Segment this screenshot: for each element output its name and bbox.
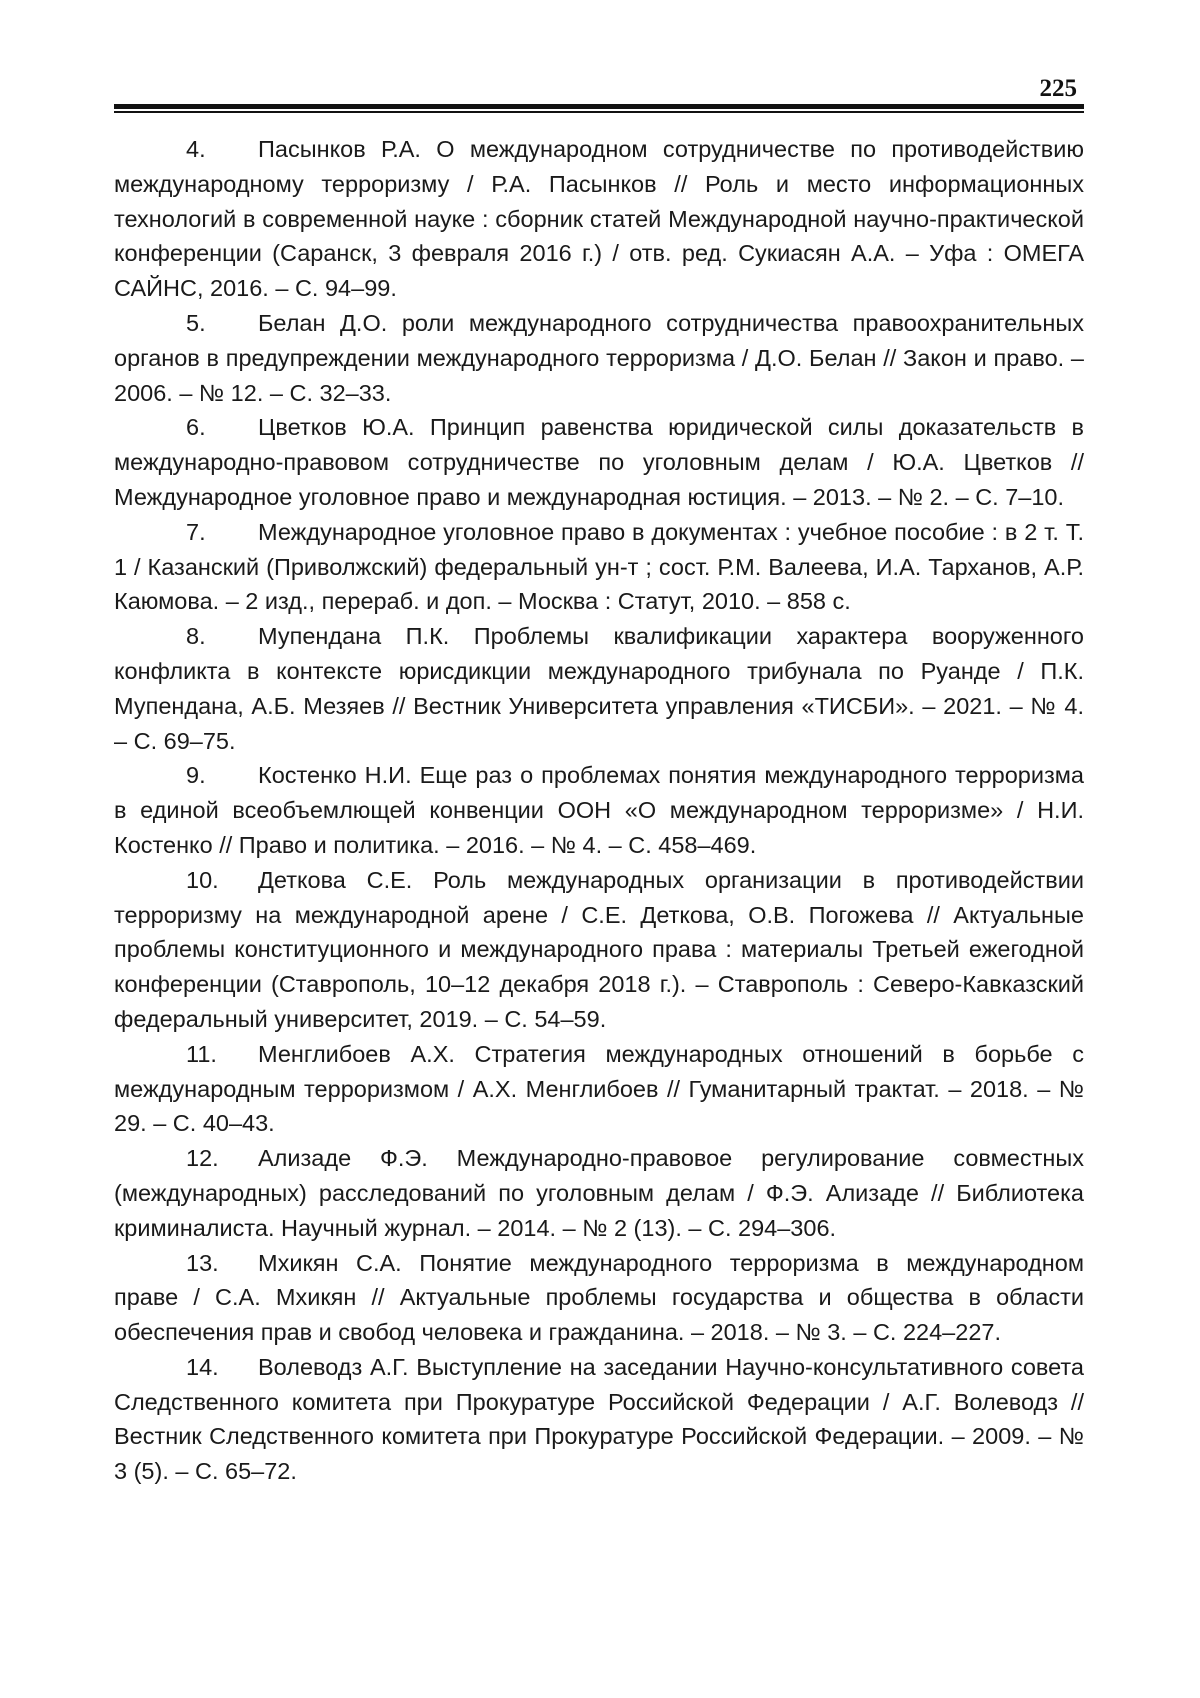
reference-number: 4. [186, 136, 206, 162]
reference-text: Мупендана П.К. Проблемы квалификации характера вооруженного конфликта в контексте юрисдикции международного трибунала по Руанде / П.К. Мупендана, А.Б. Мезяев // Вестник Университета управления «ТИСБИ». – 2021. – № 4. – С. 69–75. [114, 623, 1084, 754]
reference-list [114, 132, 1084, 1489]
reference-text: Пасынков Р.А. О международном сотрудничестве по противодействию международному терроризму / Р.А. Пасынков // Роль и место информационных технологий в современной науке : сборник статей Международной научно-практической конференции (Саранск, 3 февраля 2016 г.) / отв. ред. Сукиасян А.А. – Уфа : ОМЕГА САЙНС, 2016. – С. 94–99. [114, 136, 1084, 302]
reference-number: 5. [186, 309, 206, 336]
reference-item [114, 619, 1084, 758]
reference-text: Мхикян С.А. Понятие международного терроризма в международном праве / С.А. Мхикян // Актуальные проблемы государства и общества в области обеспечения прав и свобод человека и гражданина. – 2018. – № 3. – С. 224–227. [114, 1249, 1084, 1346]
reference-text: Белан Д.О. роли международного сотрудничества правоохранительных органов в предупреждении международного терроризма / Д.О. Белан // Закон и право. – 2006. – № 12. – С. 32–33. [114, 309, 1084, 406]
reference-item [114, 863, 1084, 1037]
reference-item [114, 1141, 1084, 1245]
page-number: 225 [1039, 75, 1077, 102]
reference-number: 11. [186, 1040, 217, 1067]
reference-number: 9. [186, 762, 206, 789]
header-rule-thin [114, 111, 1084, 113]
reference-text: Международное уголовное право в документах : учебное пособие : в 2 т. Т. 1 / Казанский (Приволжский) федеральный ун-т ; сост. Р.М. Валеева, И.А. Тарханов, А.Р. Каюмова. – 2 изд., перераб. и доп. – Москва : Статут, 2010. – 858 с. [114, 518, 1084, 615]
reference-number: 6. [186, 414, 206, 441]
reference-item [114, 132, 1084, 306]
reference-item [114, 1350, 1084, 1489]
reference-number: 10. [186, 866, 219, 893]
reference-item [114, 410, 1084, 514]
reference-number: 8. [186, 623, 206, 650]
reference-item [114, 515, 1084, 619]
reference-text: Волеводз А.Г. Выступление на заседании Научно-консультативного совета Следственного комитета при Прокуратуре Российской Федерации / А.Г. Волеводз // Вестник Следственного комитета при Прокуратуре Российской Федерации. – 2009. – № 3 (5). – С. 65–72. [114, 1353, 1084, 1485]
reference-item [114, 1246, 1084, 1350]
reference-number: 12. [186, 1145, 219, 1172]
reference-text: Менглибоев А.Х. Стратегия международных отношений в борьбе с международным терроризмом / А.Х. Менглибоев // Гуманитарный трактат. – 2018. – № 29. – С. 40–43. [114, 1040, 1084, 1137]
header-rule-thick [114, 104, 1084, 109]
reference-item [114, 758, 1084, 862]
reference-text: Ализаде Ф.Э. Международно-правовое регулирование совместных (международных) расследований по уголовным делам / Ф.Э. Ализаде // Библиотека криминалиста. Научный журнал. – 2014. – № 2 (13). – С. 294–306. [114, 1145, 1084, 1241]
reference-number: 14. [186, 1353, 219, 1380]
reference-item [114, 1037, 1084, 1141]
reference-item [114, 306, 1084, 410]
reference-number: 13. [186, 1249, 219, 1276]
reference-text: Цветков Ю.А. Принцип равенства юридической силы доказательств в международно-правовом сотрудничестве по уголовным делам / Ю.А. Цветков // Международное уголовное право и международная юстиция. – 2013. – № 2. – С. 7–10. [114, 414, 1084, 510]
reference-number: 7. [186, 518, 206, 545]
reference-text: Костенко Н.И. Еще раз о проблемах понятия международного терроризма в единой всеобъемлющей конвенции ООН «О международном терроризме» / Н.И. Костенко // Право и политика. – 2016. – № 4. – С. 458–469. [114, 762, 1084, 858]
reference-text: Деткова С.Е. Роль международных организации в противодействии терроризму на международной арене / С.Е. Деткова, О.В. Погожева // Актуальные проблемы конституционного и международного права : материалы Третьей ежегодной конференции (Ставрополь, 10–12 декабря 2018 г.). – Ставрополь : Северо-Кавказский федеральный университет, 2019. – С. 54–59. [114, 866, 1084, 1032]
